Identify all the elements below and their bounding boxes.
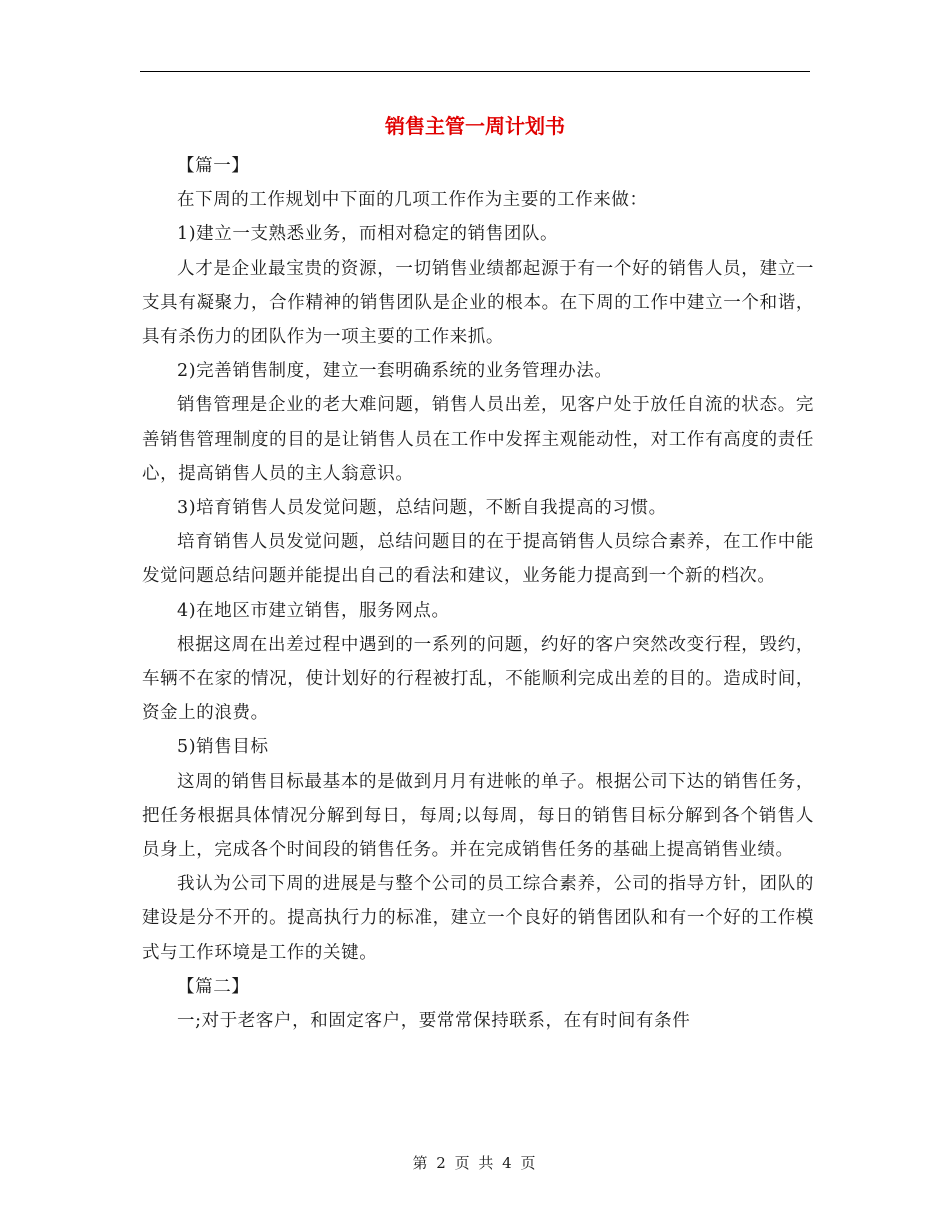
paragraph: 培育销售人员发觉问题，总结问题目的在于提高销售人员综合素养，在工作中能发觉问题总结问题并能提出自己的看法和建议，业务能力提高到一个新的档次。 — [142, 532, 814, 587]
paragraph: 人才是企业最宝贵的资源，一切销售业绩都起源于有一个好的销售人员，建立一支具有凝聚力，合作精神的销售团队是企业的根本。在下周的工作中建立一个和谐，具有杀伤力的团队作为一项主要的工作来抓。 — [142, 258, 814, 348]
list-item-heading: 3)培育销售人员发觉问题，总结问题，不断自我提高的习惯。 — [177, 498, 667, 519]
paragraph: 在下周的工作规划中下面的几项工作作为主要的工作来做： — [177, 190, 648, 211]
paragraph: 根据这周在出差过程中遇到的一系列的问题，约好的客户突然改变行程，毁约，车辆不在家的情况，使计划好的行程被打乱，不能顺利完成出差的目的。造成时间，资金上的浪费。 — [142, 634, 814, 724]
list-item-heading: 1)建立一支熟悉业务，而相对稳定的销售团队。 — [177, 224, 559, 245]
paragraph: 销售管理是企业的老大难问题，销售人员出差，见客户处于放任自流的状态。完善销售管理制度的目的是让销售人员在工作中发挥主观能动性，对工作有高度的责任心，提高销售人员的主人翁意识。 — [142, 395, 814, 484]
document-title: 销售主管一周计划书 — [385, 114, 565, 138]
list-item-heading: 2)完善销售制度，建立一套明确系统的业务管理办法。 — [177, 361, 613, 382]
list-item-heading: 5)销售目标 — [177, 737, 269, 758]
paragraph: 我认为公司下周的进展是与整个公司的员工综合素养，公司的指导方针，团队的建设是分不开的。提高执行力的标准，建立一个良好的销售团队和有一个好的工作模式与工作环境是工作的关键。 — [142, 874, 814, 963]
page-number: 第 2 页 共 4 页 — [412, 1154, 538, 1172]
paragraph: 一;对于老客户，和固定客户，要常常保持联系，在有时间有条件 — [177, 1011, 691, 1032]
section-heading-1: 【篇一】 — [177, 156, 250, 176]
list-item-heading: 4)在地区市建立销售，服务网点。 — [177, 600, 450, 621]
document-body — [142, 149, 814, 1038]
header-rule — [140, 71, 810, 72]
section-heading-2: 【篇二】 — [177, 976, 250, 997]
paragraph: 这周的销售目标最基本的是做到月月有进帐的单子。根据公司下达的销售任务，把任务根据具体情况分解到每日，每周;以每周，每日的销售目标分解到各个销售人员身上，完成各个时间段的销售任务。并在完成销售任务的基础上提高销售业绩。 — [142, 771, 814, 861]
